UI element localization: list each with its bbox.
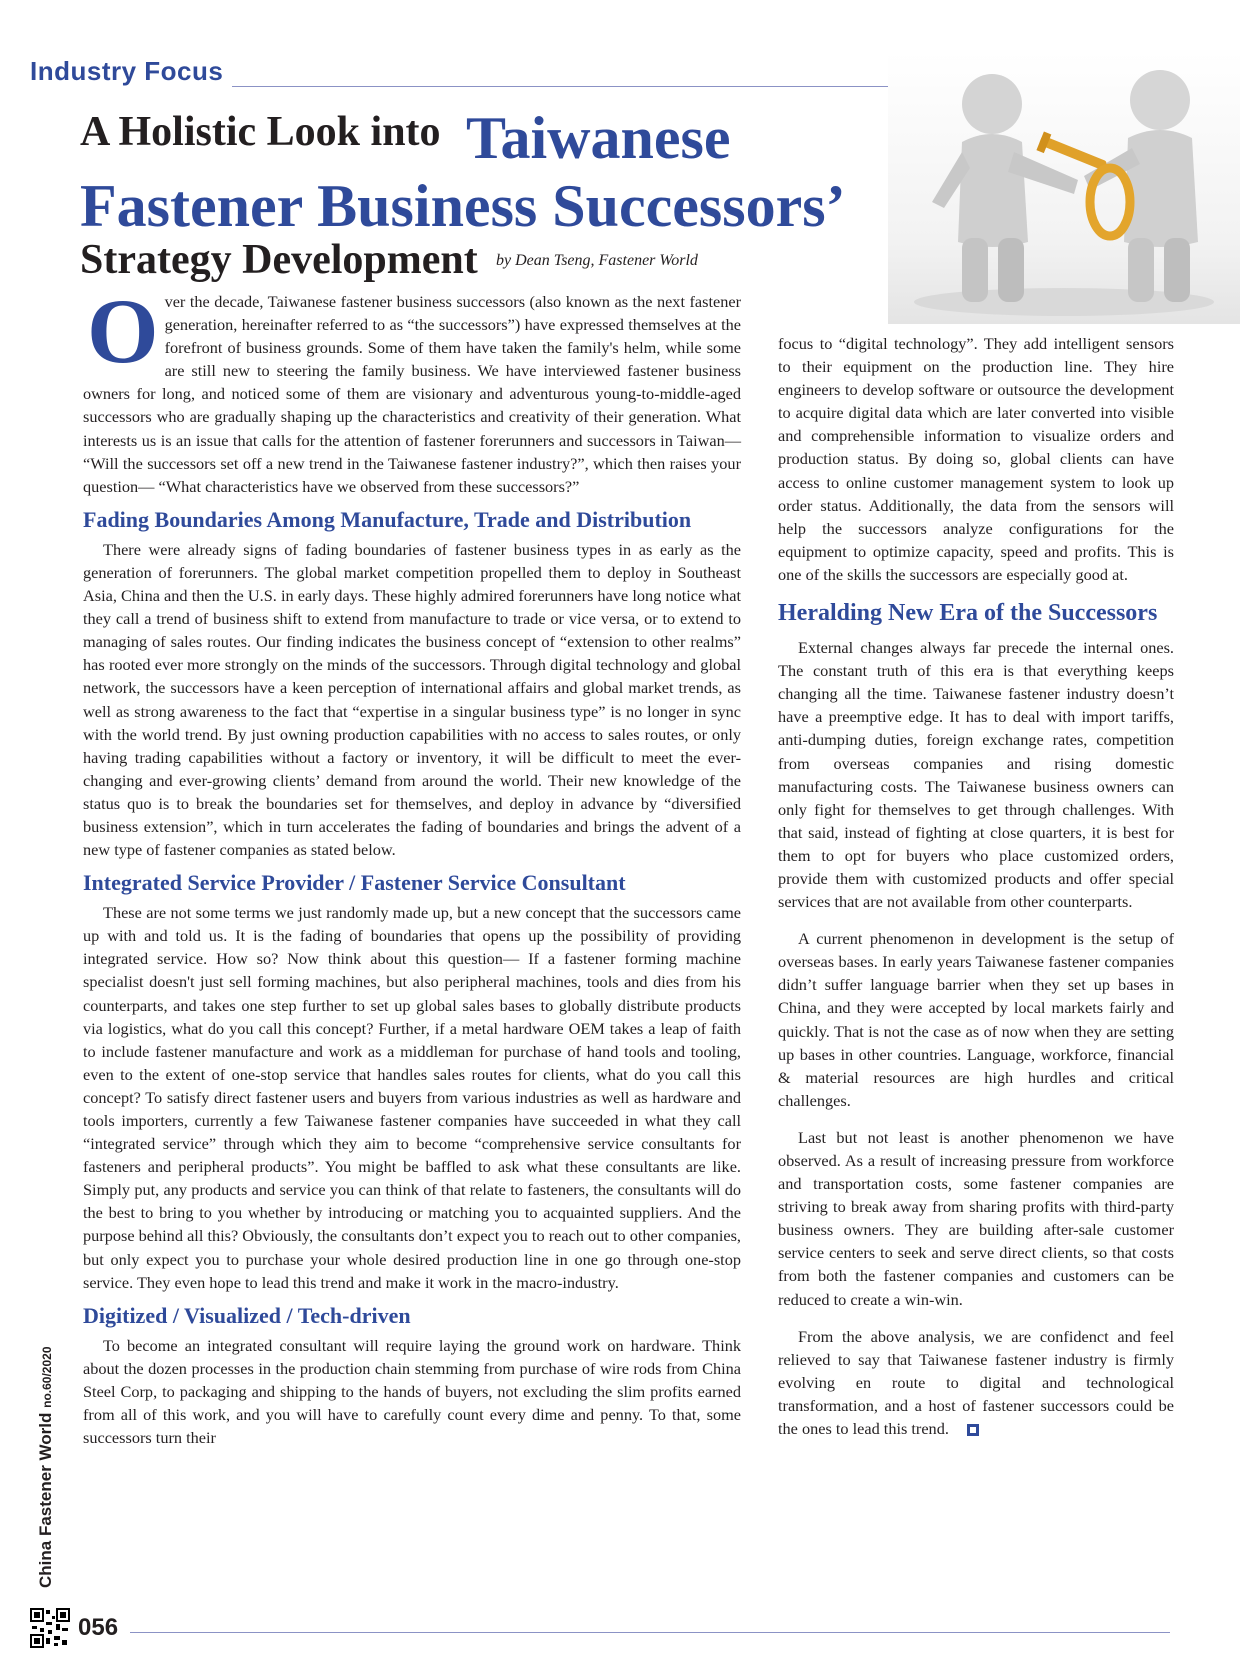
key-handover-illustration (888, 52, 1240, 324)
title-part-1: A Holistic Look into (80, 109, 441, 155)
article-column-left (83, 280, 741, 1449)
figures-key-icon (888, 52, 1240, 324)
qr-code-icon (30, 1608, 70, 1648)
magazine-side-label (36, 1347, 56, 1589)
paragraph-conclusion: From the above analysis, we are confidenct and feel relieved to say that Taiwanese fastener industry is firmly evolving en route to digital and technological transformation, and a host of fastener successors could be the ones to lead this trend. (778, 1326, 1174, 1439)
paragraph-digital-technology: focus to “digital technology”. They add intelligent sensors to their equipment on the production line. They hire engineers to develop software or outsource the development to acquire digital data which are later converted into visible and comprehensible information to visualize orders and production status. By doing so, global clients can have access to online customer management system to look up order status. Additionally, the data from the sensors will help the successors analyze configurations for the equipment to optimize capacity, speed and profits. This is one of the skills the successors are especially good at. (778, 334, 1174, 584)
section-divider (232, 86, 902, 87)
paragraph-digitized: To become an integrated consultant will require laying the ground work on hardware. Think about the dozen processes in the production chain stemming from purchase of wire rods from China Steel Corp, to packaging and shipping to the hands of buyers, not excluding the slim profits earned from all of this work, and you will have to carefully count every dime and penny. To that, some successors turn their (83, 1335, 741, 1448)
title-line-3: Strategy Development (80, 237, 478, 283)
end-mark-icon (967, 1424, 979, 1436)
paragraph-after-sale: Last but not least is another phenomenon we have observed. As a result of increasing pressure from workforce and transportation costs, some fastener companies are striving to break away from sharing profits with third-party business owners. They are building after-sale customer service centers to seek and serve direct clients, so that costs from both the fastener companies and customers can be reduced to create a win-win. (778, 1127, 1174, 1309)
paragraph-integrated-service: These are not some terms we just randomly made up, but a new concept that the successors came up with and told us. It is the fading of boundaries that opens up the possibility of providing integrated service. How so? Now think about this question— If a fastener forming machine specialist doesn't just sell forming machines, but also peripheral machines, tools and dies from his counterparts, and takes one step further to set up global sales bases to globally distribute products via logistics, what do you call this concept? Further, if a metal hardware OEM takes a leap of faith to include fastener manufacture and work as a middleman for purchase of hand tools and tooling, even to the extent of one-stop service that handles sales routes for clients, what do you call this concept? To satisfy direct fastener users and buyers from various industries as well as hardware and tools importers, currently a few Taiwanese fastener companies have succeeded in what they call “integrated service” through which they aim to become “comprehensive service consultants for fasteners and peripheral products”. You might be baffled to ask what these consultants are like. Simply put, any products and service you can think of that relate to fasteners, the consultants will do the best to bring to you whether by introducing or matching you to acquainted suppliers. And the purpose behind all this? Obviously, the consultants don’t expect you to reach out to other companies, but only expect you to purchase your whole desired production line in one go through one-stop service. They even hope to lead this trend and make it work in the macro-industry. (83, 903, 741, 1292)
paragraph-overseas-bases: A current phenomenon in development is the setup of overseas bases. In early years Taiwanese fastener companies didn’t suffer language barrier when they set up bases in China, and they were accepted by local markets fairly and quickly. That is not the case as of now when they are setting up bases in other countries. Language, workforce, financial & material resources are high hurdles and critical challenges. (778, 929, 1174, 1110)
paragraph-external-changes: External changes always far precede the internal ones. The constant truth of this era is that everything keeps changing all the time. Taiwanese fastener industry doesn’t have a preemptive edge. It has to deal with import tariffs, anti-dumping duties, foreign exchange rates, competition from overseas companies and rising domestic manufacturing costs. The Taiwanese business owners can only fight for themselves to get through challenges. With that said, instead of fighting at close quarters, it is best for them to opt for buyers who place customized orders, provide them with customized products and offer special services that are not available from other counterparts. (778, 638, 1174, 912)
issue-number: no.60/2020 (40, 1346, 54, 1408)
heading-digitized: Digitized / Visualized / Tech-driven (83, 1302, 411, 1328)
footer-divider (130, 1632, 1170, 1633)
title-line-2: Fastener Business Successors’ (80, 173, 846, 239)
page-number: 056 (78, 1614, 119, 1641)
intro-paragraph: Over the decade, Taiwanese fastener business successors (also known as the next fastener generation, hereinafter referred to as “the successors”) have expressed themselves at the forefront of business grounds. Some of them have taken the family's helm, while some are still new to steering the family business. We have interviewed fastener business owners for long, and noticed some of them are visionary and adventurous young-to-middle-aged successors who are gradually shaping up the characteristics and creativity of their generation. What interests us is an issue that calls for the attention of fastener forerunners and successors in Taiwan— “Will the successors set off a new trend in the Taiwanese fastener industry?”, which then raises your question— “What characteristics have we observed from these successors?” (83, 280, 741, 496)
byline: by Dean Tseng, Fastener World (496, 252, 698, 269)
magazine-name: China Fastener World (36, 1412, 55, 1588)
title-part-2: Taiwanese (466, 105, 731, 171)
paragraph-fading-boundaries: There were already signs of fading boundaries of fastener business types in as early as the generation of forerunners. The global market competition propelled them to deploy in Southeast Asia, China and then the U.S. in early days. These highly admired forerunners have long notice what they call a trend of business shift to extend from manufacture to trade or vice versa, or to extend to managing of sales routes. Our finding indicates the business concept of “extension to other realms” has rooted ever more strongly on the minds of the successors. Through digital technology and global network, the successors have a keen perception of international affairs and global market trends, as well as strong awareness to the fact that “expertise in a singular business type” is no longer in sync with the world trend. By just owning production capabilities with no access to sales routes, or only having trading capabilities without a factory or inventory, it will be difficult to meet the ever-changing and ever-growing clients’ demand from around the world. Their new knowledge of the status quo is to break the boundaries set for themselves, and deploy in advance by “diversified business extension”, which in turn accelerates the fading of boundaries and brings the advent of a new type of fastener companies as stated below. (83, 539, 741, 860)
heading-new-era: Heralding New Era of the Successors (778, 600, 1158, 627)
section-label: Industry Focus (30, 56, 224, 86)
drop-cap: O (87, 280, 159, 382)
heading-fading-boundaries: Fading Boundaries Among Manufacture, Trade and Distribution (83, 506, 692, 532)
heading-integrated-service: Integrated Service Provider / Fastener Service Consultant (83, 870, 626, 896)
article-column-right (778, 332, 1174, 1440)
